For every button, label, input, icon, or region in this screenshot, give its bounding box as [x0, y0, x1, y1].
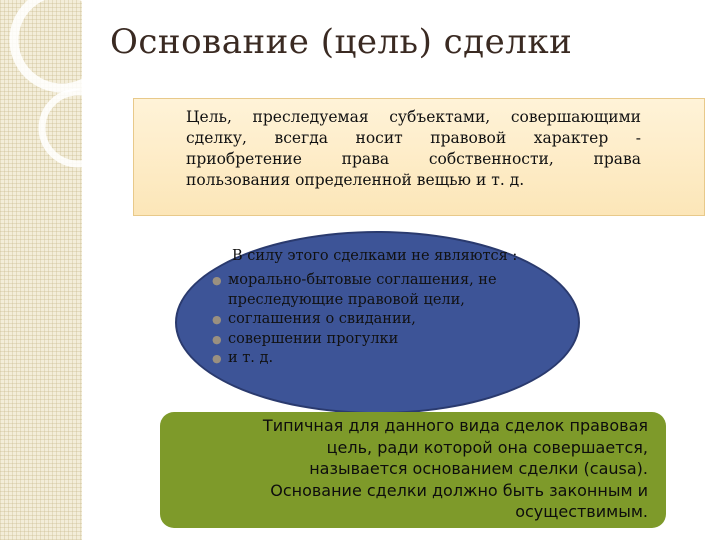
bullet-dot-icon: ●: [212, 352, 222, 365]
bullet-dot-icon: ●: [212, 313, 222, 326]
causa-line: осуществимым.: [515, 502, 648, 521]
list-item: ● соглашения о свидании,: [212, 310, 572, 330]
causa-line: цель, ради которой она совершается,: [326, 437, 648, 457]
purpose-definition-text: Цель, преследуемая субъектами, совершающими сделку, всегда носит правовой характер - приобретение права собственности, права пользования определенной вещью и т. д.: [186, 108, 641, 189]
list-item: ● морально-бытовые соглашения, не преследующие правовой цели,: [212, 272, 497, 308]
exclusions-list: [212, 271, 572, 369]
exclusions-heading: В силу этого сделками не являются :: [232, 248, 518, 264]
decorative-circles: [0, 0, 110, 190]
purpose-definition-box: [133, 98, 705, 216]
causa-line: Типичная для данного вида сделок правовая: [262, 416, 648, 435]
slide-title: Основание (цель) сделки: [110, 22, 573, 62]
list-item: ● совершении прогулки: [212, 330, 572, 350]
causa-definition-text: [178, 415, 648, 523]
bullet-dot-icon: ●: [212, 274, 222, 287]
causa-line: Основание сделки должно быть законным и: [270, 480, 648, 500]
bullet-dot-icon: ●: [212, 332, 222, 346]
list-item: ● и т. д.: [212, 349, 572, 369]
causa-line: называется основанием сделки (causa).: [309, 459, 648, 478]
